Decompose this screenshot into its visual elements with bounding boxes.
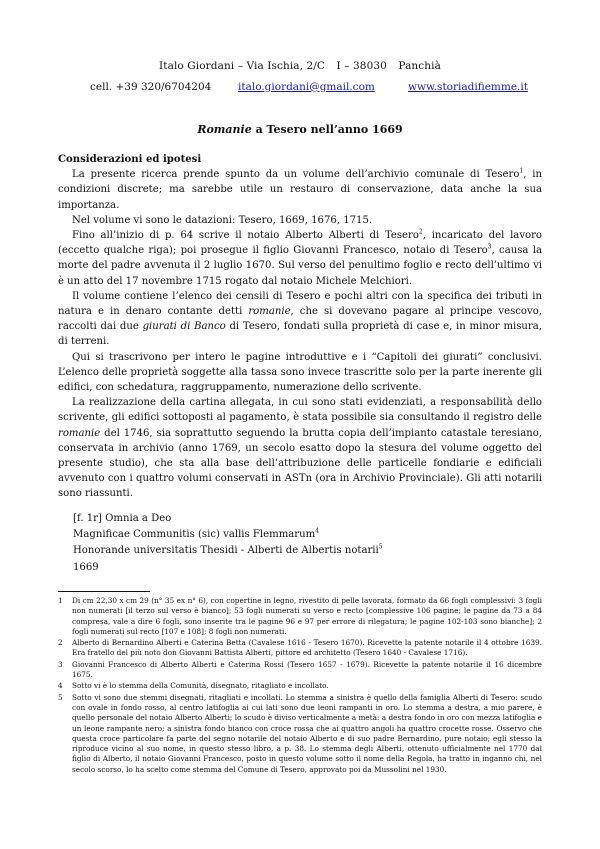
footnote-text: Alberto di Bernardino Alberti e Caterina Betta (Cavalese 1616 - Tesero 1670). Ricevette la patente notarile il 4 ottobre 1639. Era fratello del più noto don Giovanni Battista Alberti, pittore ed architetto (Tesero 1640 - Cavalese 1716).	[72, 638, 542, 658]
paragraph-1	[58, 167, 542, 213]
section-heading: Considerazioni ed ipotesi	[58, 154, 202, 165]
footnote-text: Sotto vi è lo stemma della Comunità, disegnato, ritagliato e incollato.	[72, 681, 329, 691]
latin-line-4: 1669	[73, 561, 99, 573]
footnote-number: 5	[58, 692, 63, 702]
town: Panchià	[398, 60, 441, 72]
postal-code: I – 38030	[336, 60, 387, 72]
p3-text-cont: , incaricato del lavoro (eccetto qualche riga); poi prosegue il figlio Giovanni Francesco, notaio di Tesero	[58, 230, 542, 257]
author-address: Italo Giordani – Via Ischia, 2/C	[159, 60, 326, 72]
footnotes	[58, 596, 542, 776]
footnote-2	[58, 638, 542, 659]
latin-line-2-text: Magnificae Communitis (sic) vallis Flemmarum	[73, 529, 316, 541]
paragraph-5: Qui si trascrivono per intero le pagine introduttive e i “Capitoli dei giurati” conclusivi. L’elenco delle proprietà soggette alla tassa sono invece trascritte solo per la parte inerente gli edifici, con schedatura, raggruppamento, numerazione dello scrivente.	[58, 351, 542, 394]
footnote-number: 2	[58, 638, 63, 648]
latin-line-3	[73, 543, 383, 559]
phone-number: cell. +39 320/6704204	[90, 81, 212, 93]
latin-line-3-text: Honorande universitatis Thesidi - Alberti de Albertis notarii	[73, 545, 379, 557]
title-rest: a Tesero nell’anno 1669	[251, 123, 403, 136]
letterhead-address	[0, 60, 600, 72]
p4-text-cont: , che si dovevano pagare al principe vescovo, raccolti dai due	[58, 306, 543, 333]
footnote-1	[58, 596, 542, 637]
p6-text: La realizzazione della cartina allegata, in cui sono stati evidenziati, a responsabilità dello scrivente, gli edifici sottoposti al pagamento, è stata possibile sia consultando il registro delle	[58, 397, 542, 424]
footnote-4	[58, 681, 542, 691]
p1-text: La presente ricerca prende spunto da un volume dell’archivio comunale di Tesero	[72, 169, 520, 181]
footnote-text: Giovanni Francesco di Alberto Alberti e Caterina Rossi (Tesero 1657 - 1679). Ricevette la patente notarile il 16 dicembre 1675.	[72, 659, 542, 680]
footnote-text: Di cm 22,30 x cm 29 (n° 35 ex n° 6), con copertine in legno, rivestito di pelle lavorata, formato da 66 fogli complessivi: 3 fogli non numerati [il terzo sul verso è bianco]; 53 fogli numerati su verso e recto [complessive 106 pagine; le pagine da 73 a 84 compresa, vale a dire 6 fogli, sono inserite tra le pagine 96 e 97 per errore di rilegatura; le pagine 102-103 sono bianche]; 2 fogli numerati sul recto [107 e 108]; 8 fogli non numerati.	[72, 596, 542, 636]
paragraph-4	[58, 289, 542, 350]
p6-italic-romanie: romanie	[58, 427, 101, 439]
footnote-ref-5: 5	[378, 544, 383, 552]
p4-text-end: di Tesero, fondati sulla proprietà di case e, in minor misura, di terreni.	[58, 321, 542, 348]
footnote-ref-3: 3	[487, 243, 492, 251]
paragraph-2: Nel volume vi sono le datazioni: Tesero, 1669, 1676, 1715.	[72, 214, 373, 226]
email-link[interactable]: italo.giordani@gmail.com	[238, 81, 375, 93]
p6-text-cont: del 1746, sia soprattutto seguendo la brutta copia dell’impianto catastale teresiano, conservata in archivio (anno 1769, un secolo esatto dopo la stesura del volume oggetto del presente studio), che sta alla base dell’attribuzione delle particelle fondiarie e edificiali avvenuto con i quattro volumi conservati in ASTn (ora in Archivio Provinciale). Gli atti notarili sono riassunti.	[58, 427, 542, 500]
p4-italic-giurati: giurati di Banco	[142, 321, 226, 333]
p4-text: Il volume contiene l’elenco dei censili di Tesero e pochi altri con la specifica dei tributi in natura e in denaro contante detti	[58, 290, 542, 318]
footnote-text: Sotto vi sono due stemmi disegnati, ritagliati e incollati. Lo stemma a sinistra è quello della famiglia Alberti di Tesero: scudo con ovale in fondo rosso, al centro latifoglia ai cui lati sono due leoni rampanti in oro. Lo stemma a destra, a mio parere, è quello personale del notaio Alberto Alberti; lo scudo è diviso verticalmente a metà: a destra fondo in oro con mezza latifoglia e un leone rampante nero; a sinistra fondo bianco con croce rossa che ai quattro angoli ha quattro crocette rosse. Osservo che questa croce particolare fa parte del segno notarile del notaio Alberto e di suo padre Bernardino, pure notaio; egli stesso la riproduce vicino al suo nome, in questo stesso libro, a p. 38. Lo stemma degli Alberti, ottenuto ufficialmente nel 1770 dal figlio di Alberto, il notaio Giovanni Francesco, posto in questo volume sotto il nome della Regola, ha tratto in inganno chi, nel secolo scorso, lo ha scelto come stemma del Comune di Tesero, approvato poi da Mussolini nel 1930.	[72, 692, 542, 774]
footnote-5	[58, 693, 542, 775]
p4-italic-romanie: romanie	[248, 306, 291, 318]
p1-text-cont: , in condizioni discrete; ma sarebbe utile un restauro di conservazione, data anche la sua importanza.	[58, 169, 542, 211]
footnote-ref-1: 1	[519, 167, 524, 175]
footnote-number: 3	[58, 659, 63, 669]
footnote-ref-2: 2	[418, 228, 423, 236]
footnote-ref-4: 4	[315, 527, 320, 535]
website-link[interactable]: www.storiadifiemme.it	[408, 81, 528, 93]
latin-line-1: [f. 1r] Omnia a Deo	[73, 513, 172, 524]
footnote-3	[58, 660, 542, 681]
paragraph-3	[58, 228, 542, 289]
footnote-number: 4	[58, 681, 63, 691]
p3-text: Fino all’inizio di p. 64 scrive il notaio Alberto Alberti di Tesero	[72, 230, 419, 242]
footnote-number: 1	[58, 596, 63, 605]
document-title	[0, 123, 600, 136]
latin-line-2	[73, 527, 383, 543]
body-text	[58, 152, 542, 502]
latin-transcription	[73, 511, 383, 576]
footnote-separator	[58, 591, 150, 592]
p3-text-end: , causa la morte del padre avvenuta il 2 luglio 1670. Sul verso del penultimo foglio e recto dell’ultimo vi è un atto del 17 novembre 1715 rogato dal notaio Michele Melchiori.	[58, 245, 542, 287]
title-italic: Romanie	[197, 123, 252, 136]
paragraph-6	[58, 395, 542, 501]
